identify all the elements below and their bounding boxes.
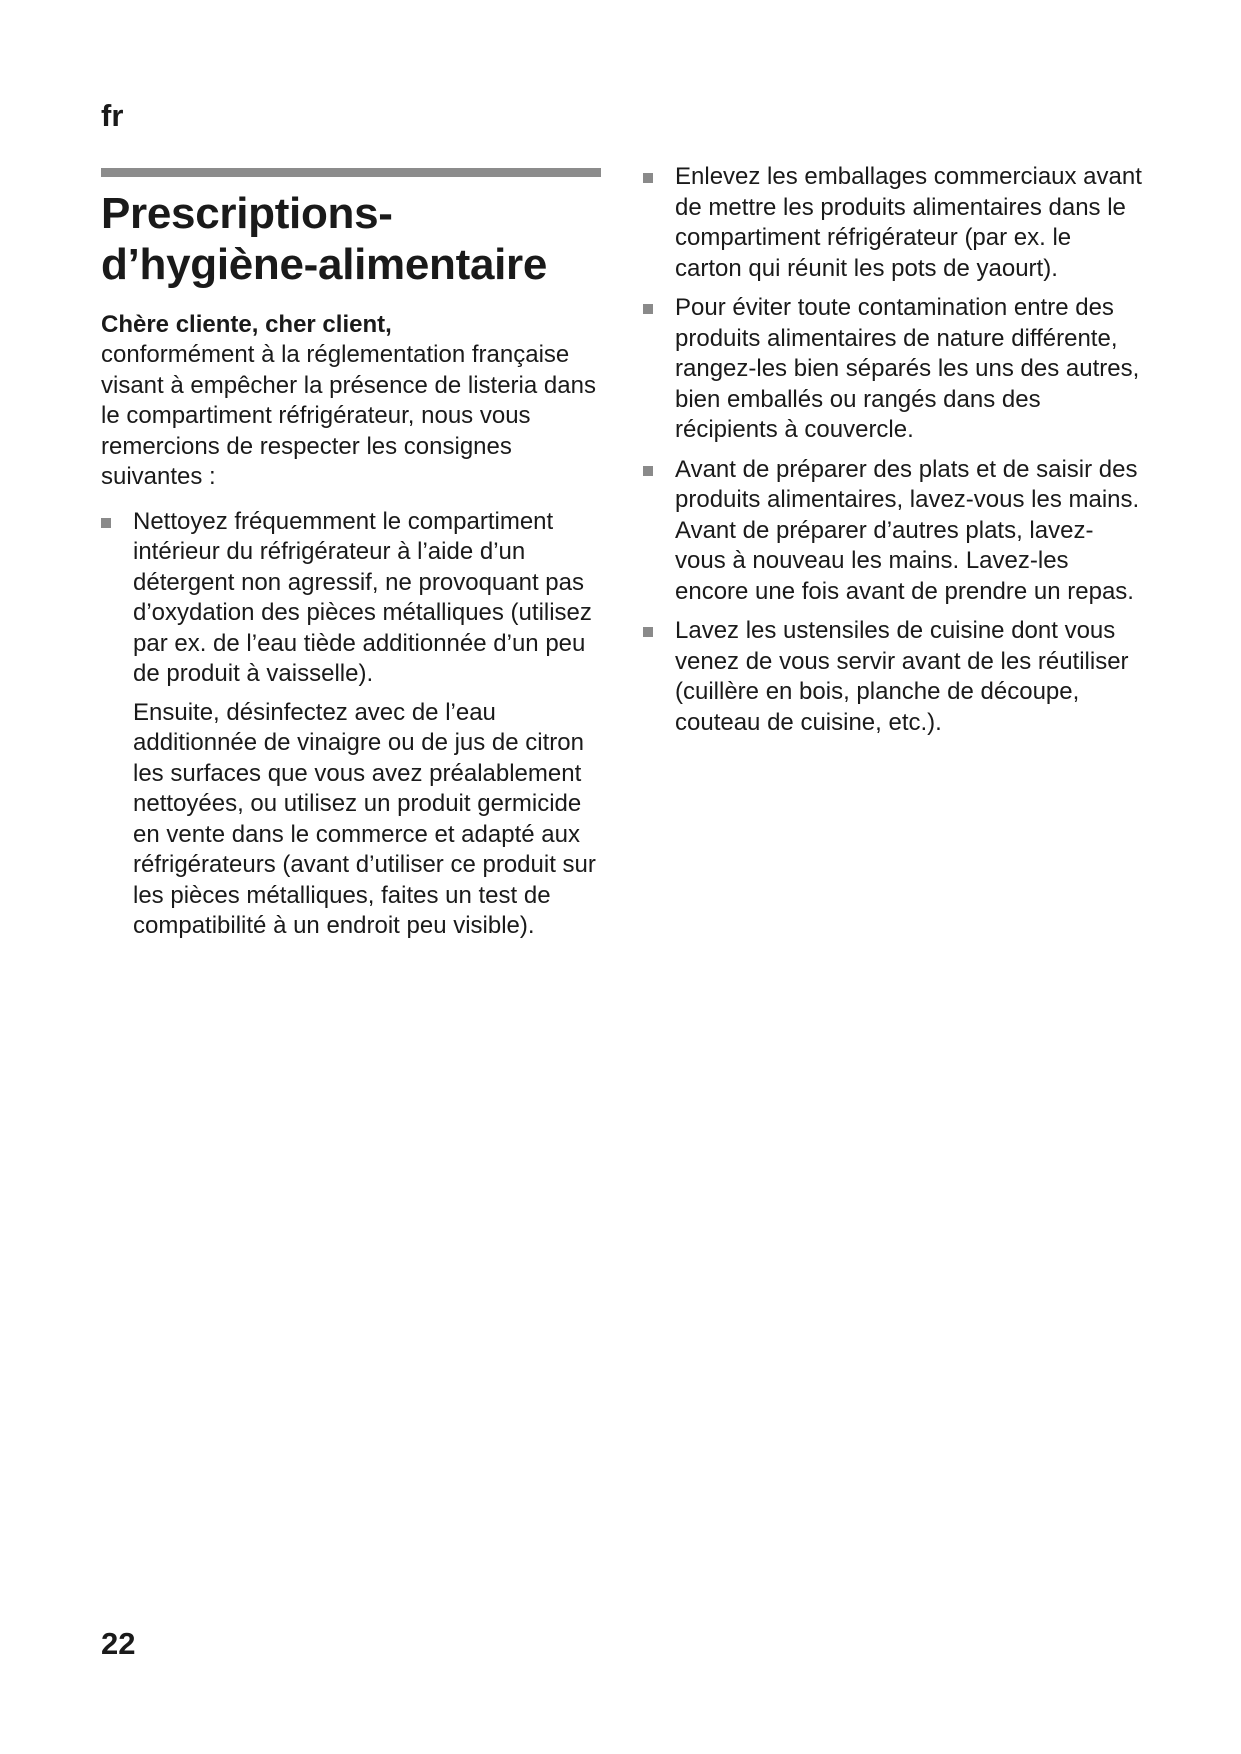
page-number: 22 [101, 1626, 136, 1661]
language-tag: fr [101, 98, 124, 133]
left-bullet-list [101, 507, 601, 942]
square-bullet-icon [101, 518, 111, 528]
square-bullet-icon [643, 466, 653, 476]
intro-paragraph: conformément à la réglementation française visant à empêcher la présence de listeria dans le compartiment réfrigérateur, nous vous remercions de respecter les consignes suivantes : [101, 341, 596, 490]
list-item-followup: Ensuite, désinfectez avec de l’eau additionnée de vinaigre ou de jus de citron les surfaces que vous avez préalablement nettoyées, ou utilisez un produit germicide en vente dans le commerce et adapté aux réfrigérateurs (avant d’utiliser ce produit sur les pièces métalliques, faites un test de compatibilité à un endroit peu visible). [133, 698, 596, 939]
square-bullet-icon [643, 627, 653, 637]
list-item-text: Lavez les ustensiles de cuisine dont vous venez de vous servir avant de les réutiliser (cuillère en bois, planche de découpe, couteau de cuisine, etc.). [675, 617, 1129, 736]
list-item-text: Nettoyez fréquemment le compartiment intérieur du réfrigérateur à l’aide d’un détergent non agressif, ne provoquant pas d’oxydation des pièces métalliques (utilisez par ex. de l’eau tiède additionnée d’un peu de produit à vaisselle). [133, 507, 592, 687]
list-item [643, 455, 1143, 608]
page-title: Prescriptions-d’hygiène-alimentaire [101, 189, 548, 289]
list-item-text: Enlevez les emballages commerciaux avant de mettre les produits alimentaires dans le compartiment réfrigérateur (par ex. le carton qui réunit les pots de yaourt). [675, 163, 1142, 282]
list-item-text: Avant de préparer des plats et de saisir des produits alimentaires, lavez-vous les mains. Avant de préparer d’autres plats, lavez-vous à nouveau les mains. Lavez-les encore une fois avant de prendre un repas. [675, 455, 1140, 605]
list-item [643, 616, 1143, 738]
section-rule [101, 168, 601, 177]
left-column [101, 188, 601, 951]
salutation: Chère cliente, cher client, [101, 311, 392, 338]
right-column [643, 162, 1143, 747]
square-bullet-icon [643, 173, 653, 183]
list-item [101, 507, 601, 942]
list-item [643, 162, 1143, 284]
square-bullet-icon [643, 304, 653, 314]
list-item-text: Pour éviter toute contamination entre des produits alimentaires de nature différente, rangez-les bien séparés les uns des autres, bien emballés ou rangés dans des récipients à couvercle. [675, 294, 1140, 443]
list-item [643, 293, 1143, 446]
right-bullet-list [643, 162, 1143, 738]
